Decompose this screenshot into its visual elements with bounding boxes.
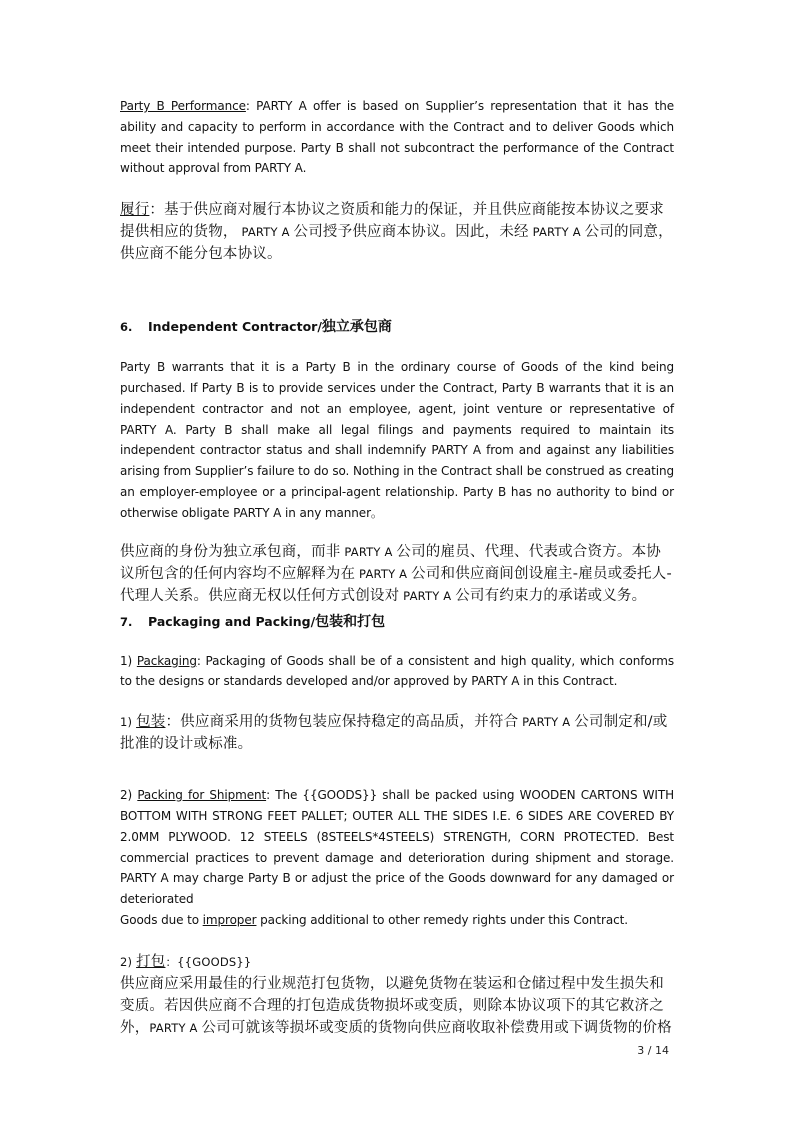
packing-line2-a: Goods due to bbox=[120, 912, 203, 927]
packaging-zh-label: 包装 bbox=[136, 714, 166, 731]
packing-zh-party-a: PARTY A bbox=[149, 1020, 202, 1035]
independent-contractor-paragraph: Party B warrants that it is a Party B in the ordinary course of Goods of the kind being purchased. If Party B is to provide services under the Contract, Party B warrants that it is an independent contractor and not an employee, agent, joint venture or representative of PARTY A. Party B shall make all legal filings and payments required to maintain its independent contractor status and shall indemnify PARTY A from and against any liabilities arising from Supplier’s failure to do so. Nothing in the Contract shall be construed as creating an employer-employee or a principal-agent relationship. Party B has no authority to bind or otherwise obligate PARTY A in any manner。 bbox=[120, 360, 674, 520]
packaging-zh-text-1: ：供应商采用的货物包装应保持稳定的高品质，并符合 bbox=[165, 714, 519, 731]
section-7-heading bbox=[120, 611, 674, 631]
packaging-text: : Packaging of Goods shall be of a consistent and high quality, which conforms to the designs or standards developed and/or approved by PARTY A in this Contract. bbox=[120, 653, 674, 689]
contractor-zh-text-1: 供应商的身份为独立承包商，而非 bbox=[120, 543, 341, 560]
packing-zh-label: 打包 bbox=[136, 953, 166, 970]
contractor-zh-party-a-1: PARTY A bbox=[340, 544, 397, 559]
packaging-zh-party-a: PARTY A bbox=[518, 715, 575, 730]
section-7-title-en: Packaging and Packing/ bbox=[148, 613, 316, 629]
contractor-zh-party-a-2: PARTY A bbox=[355, 566, 412, 581]
packing-label: Packing for Shipment bbox=[137, 788, 267, 803]
document-page bbox=[120, 96, 674, 1039]
packaging-paragraph bbox=[120, 651, 674, 693]
independent-contractor-zh-paragraph bbox=[120, 541, 674, 607]
performance-zh-text-3: 公司的同意，供应商不能分包本协议。 bbox=[120, 224, 673, 263]
contractor-zh-party-a-3: PARTY A bbox=[399, 588, 456, 603]
contractor-zh-text-4: 公司有约束力的承诺或义务。 bbox=[455, 587, 647, 604]
performance-zh-party-a-2: PARTY A bbox=[528, 225, 585, 240]
packing-zh-text-2: 公司可就该等损坏或变质的货物向供应商收取补偿费用或下调货物的价格 bbox=[201, 1019, 672, 1036]
packaging-zh-paragraph bbox=[120, 711, 674, 755]
performance-zh-paragraph bbox=[120, 199, 674, 265]
section-6-number: 6. bbox=[120, 320, 133, 335]
packing-zh-paragraph bbox=[120, 973, 674, 1039]
packing-zh-text-1: 供应商应采用最佳的行业规范打包货物，以避免货物在装运和仓储过程中发生损失和变质。若因供应商不合理的打包造成货物损坏或变质，则除本协议项下的其它救济之外， bbox=[120, 975, 664, 1036]
packing-zh-prefix: 2) bbox=[120, 954, 137, 969]
section-6-title-zh: 独立承包商 bbox=[321, 319, 392, 336]
packaging-zh-text-2: 公司制定和/或批准的设计或标准。 bbox=[120, 714, 668, 753]
page-number: 3 / 14 bbox=[637, 1044, 669, 1057]
packaging-label: Packaging bbox=[136, 653, 197, 668]
section-7-number: 7. bbox=[120, 614, 133, 629]
performance-zh-text-1: ：基于供应商对履行本协议之资质和能力的保证，并且供应商能按本协议之要求提供相应的货物， bbox=[120, 202, 664, 241]
packing-prefix: 2) bbox=[120, 788, 138, 803]
packing-text: : The {{GOODS}} shall be packed using WOODEN CARTONS WITH BOTTOM WITH STRONG FEET PALLET; OUTER ALL THE SIDES I.E. 6 SIDES ARE COVERED BY 2.0MM PLYWOOD. 12 STEELS (8STEELS*4STEELS) STRENGTH, CORN PROTECTED. Best commercial practices to prevent damage and deterioration during shipment and storage. PARTY A may charge Party B or adjust the price of the Goods downward for any damaged or deteriorated bbox=[120, 788, 674, 907]
party-b-performance-label: Party B Performance bbox=[120, 99, 246, 113]
performance-zh-party-a-1: PARTY A bbox=[237, 225, 294, 240]
packing-line2-b: packing additional to other remedy rights under this Contract. bbox=[256, 912, 628, 927]
contractor-zh-text-3: 公司和供应商间创设雇主-雇员或委托人-代理人关系。供应商无权以任何方式创设对 bbox=[120, 565, 672, 604]
packing-zh-goods: ：{{GOODS}} bbox=[165, 954, 252, 969]
packaging-zh-prefix: 1) bbox=[120, 715, 137, 730]
performance-zh-label: 履行 bbox=[120, 202, 150, 219]
party-b-performance-text: : PARTY A offer is based on Supplier’s representation that it has the ability and capacity to perform in accordance with the Contract and to deliver Goods which meet their intended purpose. Party B shall not subcontract the performance of the Contract without approval from PARTY A. bbox=[120, 99, 675, 176]
party-b-performance-paragraph bbox=[120, 96, 674, 179]
contractor-zh-text-2: 公司的雇员、代理、代表或合资方。本协议所包含的任何内容均不应解释为在 bbox=[120, 543, 662, 582]
packaging-prefix: 1) bbox=[120, 653, 137, 668]
packing-zh-heading bbox=[120, 951, 674, 973]
packing-shipment-paragraph bbox=[120, 785, 674, 910]
section-6-heading bbox=[120, 316, 674, 336]
packing-improper: improper bbox=[202, 912, 257, 927]
performance-zh-text-2: 公司授予供应商本协议。因此，未经 bbox=[293, 224, 529, 241]
section-7-title-zh: 包装和打包 bbox=[315, 613, 386, 630]
section-6-title-en: Independent Contractor/ bbox=[148, 319, 322, 335]
packing-shipment-line-2 bbox=[120, 910, 674, 931]
